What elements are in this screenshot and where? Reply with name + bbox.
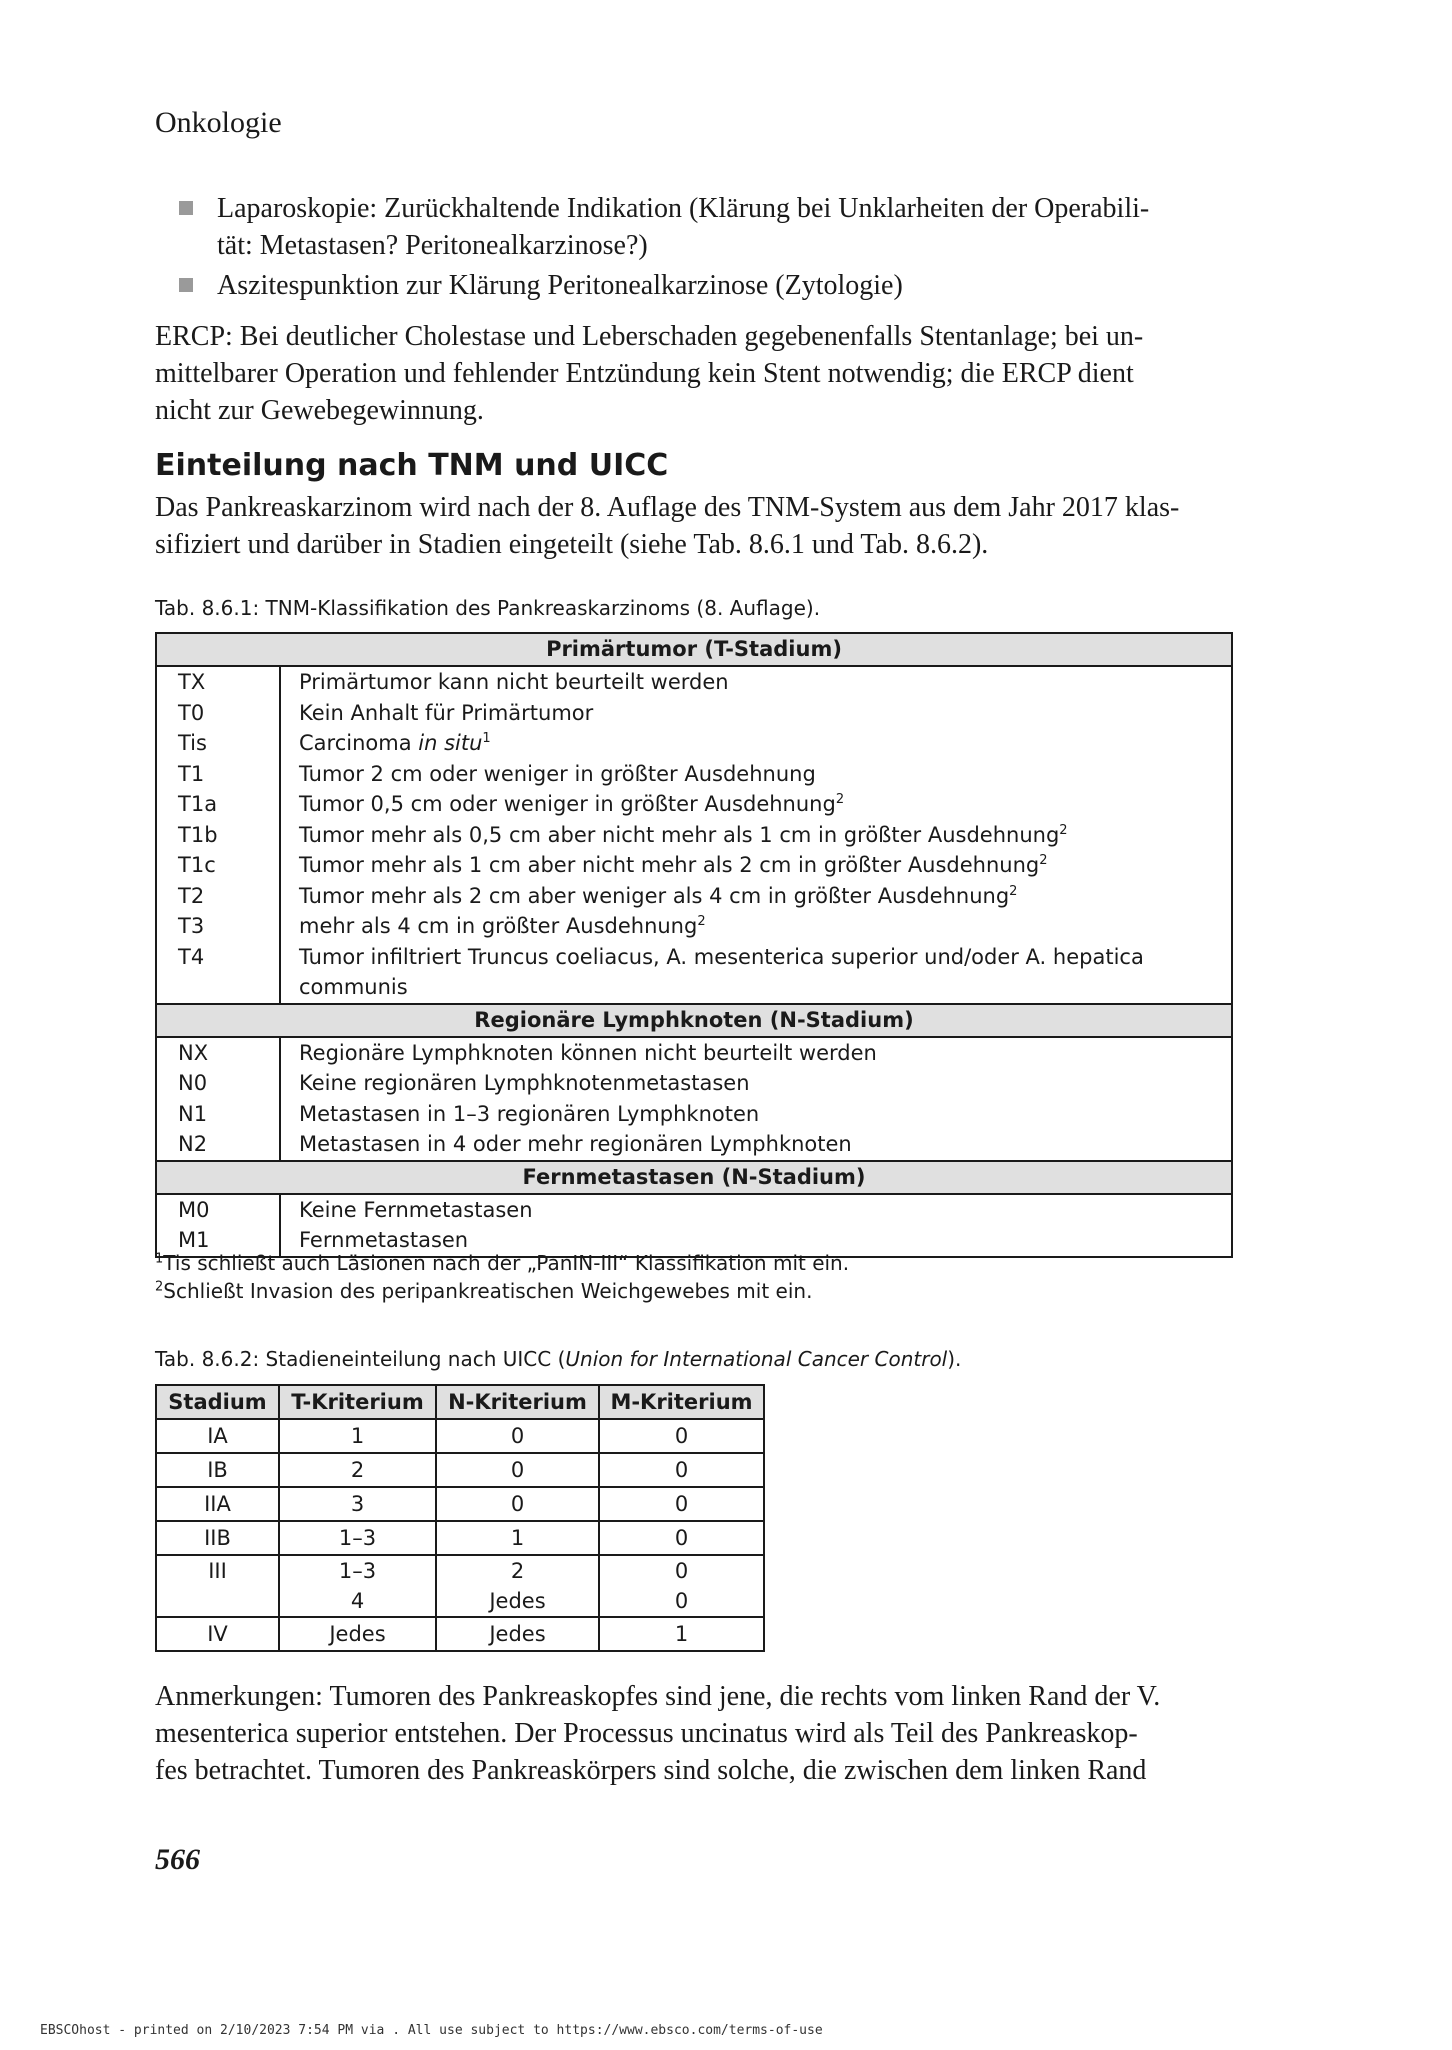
stage-description xyxy=(280,820,1232,851)
table-cell: 2 xyxy=(279,1453,436,1487)
stage-description: Keine regionären Lymphknotenmetastasen xyxy=(280,1068,1232,1099)
stage-description: Kein Anhalt für Primärtumor xyxy=(280,698,1232,729)
table-row xyxy=(156,728,1232,759)
stage-description: Metastasen in 1–3 regionären Lymphknoten xyxy=(280,1099,1232,1130)
bullet-square-icon xyxy=(179,201,193,215)
stage-description: Metastasen in 4 oder mehr regionären Lymphknoten xyxy=(280,1129,1232,1161)
table-cell: 1–3 4 xyxy=(279,1555,436,1617)
section-header: Primärtumor (T-Stadium) xyxy=(156,633,1232,666)
description-text: Tumor mehr als 2 cm aber weniger als 4 cm in größter Ausdehnung xyxy=(299,883,1010,908)
stage-code: Tis xyxy=(156,728,280,759)
footnote-text: Schließt Invasion des peripankreatischen Weichgewebes mit ein. xyxy=(163,1279,813,1303)
table-row xyxy=(156,1419,764,1453)
table-cell: IIA xyxy=(156,1487,279,1521)
section-header: Fernmetastasen (N-Stadium) xyxy=(156,1161,1232,1194)
stage-code: N0 xyxy=(156,1068,280,1099)
description-text: Tumor 0,5 cm oder weniger in größter Ausdehnung xyxy=(299,792,836,816)
table-cell: 0 xyxy=(599,1487,764,1521)
stage-description: Regionäre Lymphknoten können nicht beurteilt werden xyxy=(280,1037,1232,1069)
table-cell: III xyxy=(156,1555,279,1617)
table-cell: 1 xyxy=(599,1617,764,1651)
table-row xyxy=(156,1099,1232,1130)
footnote-1 xyxy=(155,1251,849,1275)
list-item xyxy=(155,190,1235,264)
paragraph-line: mesenterica superior entstehen. Der Processus uncinatus wird als Teil des Pankreaskop- xyxy=(155,1718,1138,1749)
table-row xyxy=(156,1068,1232,1099)
stage-code: N1 xyxy=(156,1099,280,1130)
table-cell: 0 xyxy=(599,1453,764,1487)
footnote-mark: 2 xyxy=(1009,883,1018,899)
paragraph-line: ERCP: Bei deutlicher Cholestase und Leberschaden gegebenenfalls Stentanlage; bei un- xyxy=(155,321,1144,352)
stage-description xyxy=(280,881,1232,912)
bullet-line: Aszitespunktion zur Klärung Peritonealkarzinose (Zytologie) xyxy=(217,270,903,301)
table-cell: 0 xyxy=(599,1521,764,1555)
table-row xyxy=(156,759,1232,790)
footnote-2 xyxy=(155,1279,812,1303)
section-header-row xyxy=(156,633,1232,666)
bullet-list xyxy=(155,190,1235,307)
table1-caption: Tab. 8.6.1: TNM-Klassifikation des Pankreaskarzinoms (8. Auflage). xyxy=(155,596,821,620)
bullet-square-icon xyxy=(179,278,193,292)
footnote-text: Tis schließt auch Läsionen nach der „PanIN-III“ Klassifikation mit ein. xyxy=(163,1251,850,1275)
table-cell: 3 xyxy=(279,1487,436,1521)
paragraph-line: mittelbarer Operation und fehlender Entzündung kein Stent notwendig; die ERCP dient xyxy=(155,358,1134,389)
section-header-row xyxy=(156,1004,1232,1037)
stage-code: T4 xyxy=(156,942,280,1004)
table-cell: Jedes xyxy=(279,1617,436,1651)
table-row xyxy=(156,942,1232,1004)
column-header: Stadium xyxy=(156,1385,279,1419)
section-header-row xyxy=(156,1161,1232,1194)
table-row xyxy=(156,698,1232,729)
italic-text: in situ xyxy=(418,731,483,755)
uicc-table xyxy=(155,1384,765,1652)
footnote-mark: 2 xyxy=(697,914,706,929)
stage-code: T3 xyxy=(156,911,280,942)
caption-text: Tab. 8.6.2: Stadieneinteilung nach UICC ( xyxy=(155,1347,566,1371)
intro-paragraph xyxy=(155,489,1235,563)
stage-description xyxy=(280,911,1232,942)
table-cell: 0 0 xyxy=(599,1555,764,1617)
caption-italic: Union for International Cancer Control xyxy=(565,1347,948,1371)
stage-description: Fernmetastasen xyxy=(280,1225,1232,1257)
stage-code: NX xyxy=(156,1037,280,1069)
ercp-paragraph xyxy=(155,318,1235,429)
stage-description: Tumor 2 cm oder weniger in größter Ausdehnung xyxy=(280,759,1232,790)
table-cell: Jedes xyxy=(436,1617,599,1651)
section-heading: Einteilung nach TNM und UICC xyxy=(155,448,669,483)
stage-description xyxy=(280,850,1232,881)
header-row xyxy=(156,1385,764,1419)
table-row xyxy=(156,911,1232,942)
table-cell: IV xyxy=(156,1617,279,1651)
table-row xyxy=(156,1129,1232,1161)
stage-code: T1a xyxy=(156,789,280,820)
footnote-mark: 2 xyxy=(835,792,845,807)
stage-code: T1c xyxy=(156,850,280,881)
stage-code: TX xyxy=(156,666,280,698)
table-row xyxy=(156,666,1232,698)
table2-caption xyxy=(155,1347,961,1371)
column-header: T-Kriterium xyxy=(279,1385,436,1419)
table-row xyxy=(156,1521,764,1555)
paragraph-line: fes betrachtet. Tumoren des Pankreaskörpers sind solche, die zwischen dem linken Rand xyxy=(155,1755,1147,1786)
table-row xyxy=(156,1617,764,1651)
remarks-paragraph xyxy=(155,1678,1235,1789)
stage-code: M0 xyxy=(156,1194,280,1226)
table-cell: IB xyxy=(156,1453,279,1487)
stage-code: T1b xyxy=(156,820,280,851)
stage-description: Primärtumor kann nicht beurteilt werden xyxy=(280,666,1232,698)
table-cell: 1–3 xyxy=(279,1521,436,1555)
stage-description xyxy=(280,728,1232,759)
stage-code: T0 xyxy=(156,698,280,729)
bullet-line: Laparoskopie: Zurückhaltende Indikation (Klärung bei Unklarheiten der Operabili- xyxy=(217,193,1150,224)
column-header: M-Kriterium xyxy=(599,1385,764,1419)
footnote-mark: 2 xyxy=(155,1279,164,1295)
paragraph-line: Das Pankreaskarzinom wird nach der 8. Auflage des TNM-System aus dem Jahr 2017 klas- xyxy=(155,492,1180,523)
stage-code: N2 xyxy=(156,1129,280,1161)
footnote-mark: 1 xyxy=(482,731,491,746)
table-cell: IIB xyxy=(156,1521,279,1555)
page-number: 566 xyxy=(155,1843,200,1876)
table-row xyxy=(156,1194,1232,1226)
description-text: Tumor mehr als 1 cm aber nicht mehr als 2 cm in größter Ausdehnung xyxy=(299,853,1040,877)
stage-description: Tumor infiltriert Truncus coeliacus, A. mesenterica superior und/oder A. hepatica communis xyxy=(280,942,1232,1004)
list-item xyxy=(155,267,1235,304)
print-footer: EBSCOhost - printed on 2/10/2023 7:54 PM via . All use subject to https://www.ebsco.com/terms-of-use xyxy=(40,2023,823,2038)
table-row xyxy=(156,789,1232,820)
footnote-mark: 2 xyxy=(1039,853,1048,868)
footnote-mark: 1 xyxy=(155,1251,164,1267)
stage-code: T2 xyxy=(156,881,280,912)
description-text: Carcinoma xyxy=(299,731,419,755)
paragraph-line: sifiziert und darüber in Stadien eingeteilt (siehe Tab. 8.6.1 und Tab. 8.6.2). xyxy=(155,529,989,560)
running-head: Onkologie xyxy=(155,106,282,139)
table-cell: 0 xyxy=(436,1487,599,1521)
table-cell: 1 xyxy=(279,1419,436,1453)
paragraph-line: nicht zur Gewebegewinnung. xyxy=(155,395,484,426)
section-header: Regionäre Lymphknoten (N-Stadium) xyxy=(156,1004,1232,1037)
tnm-table xyxy=(155,632,1233,1258)
bullet-line: tät: Metastasen? Peritonealkarzinose?) xyxy=(217,230,648,261)
table-row xyxy=(156,850,1232,881)
table-cell: 2 Jedes xyxy=(436,1555,599,1617)
table-cell: 1 xyxy=(436,1521,599,1555)
footnote-mark: 2 xyxy=(1059,822,1068,838)
paragraph-line: Anmerkungen: Tumoren des Pankreaskopfes sind jene, die rechts vom linken Rand der V. xyxy=(155,1681,1161,1712)
table-cell: 0 xyxy=(436,1453,599,1487)
stage-description xyxy=(280,789,1232,820)
stage-code: T1 xyxy=(156,759,280,790)
description-text: Tumor mehr als 0,5 cm aber nicht mehr als 1 cm in größter Ausdehnung xyxy=(299,822,1060,847)
description-text: mehr als 4 cm in größter Ausdehnung xyxy=(299,914,698,938)
table-row xyxy=(156,881,1232,912)
table-row xyxy=(156,1555,764,1617)
caption-text: ). xyxy=(947,1347,962,1371)
table-cell: IA xyxy=(156,1419,279,1453)
table-row xyxy=(156,1487,764,1521)
stage-description: Keine Fernmetastasen xyxy=(280,1194,1232,1226)
column-header: N-Kriterium xyxy=(436,1385,599,1419)
table-row xyxy=(156,1453,764,1487)
table-row xyxy=(156,1037,1232,1069)
table-cell: 0 xyxy=(436,1419,599,1453)
stage-code: M1 xyxy=(156,1225,280,1257)
table-cell: 0 xyxy=(599,1419,764,1453)
table-row xyxy=(156,820,1232,851)
